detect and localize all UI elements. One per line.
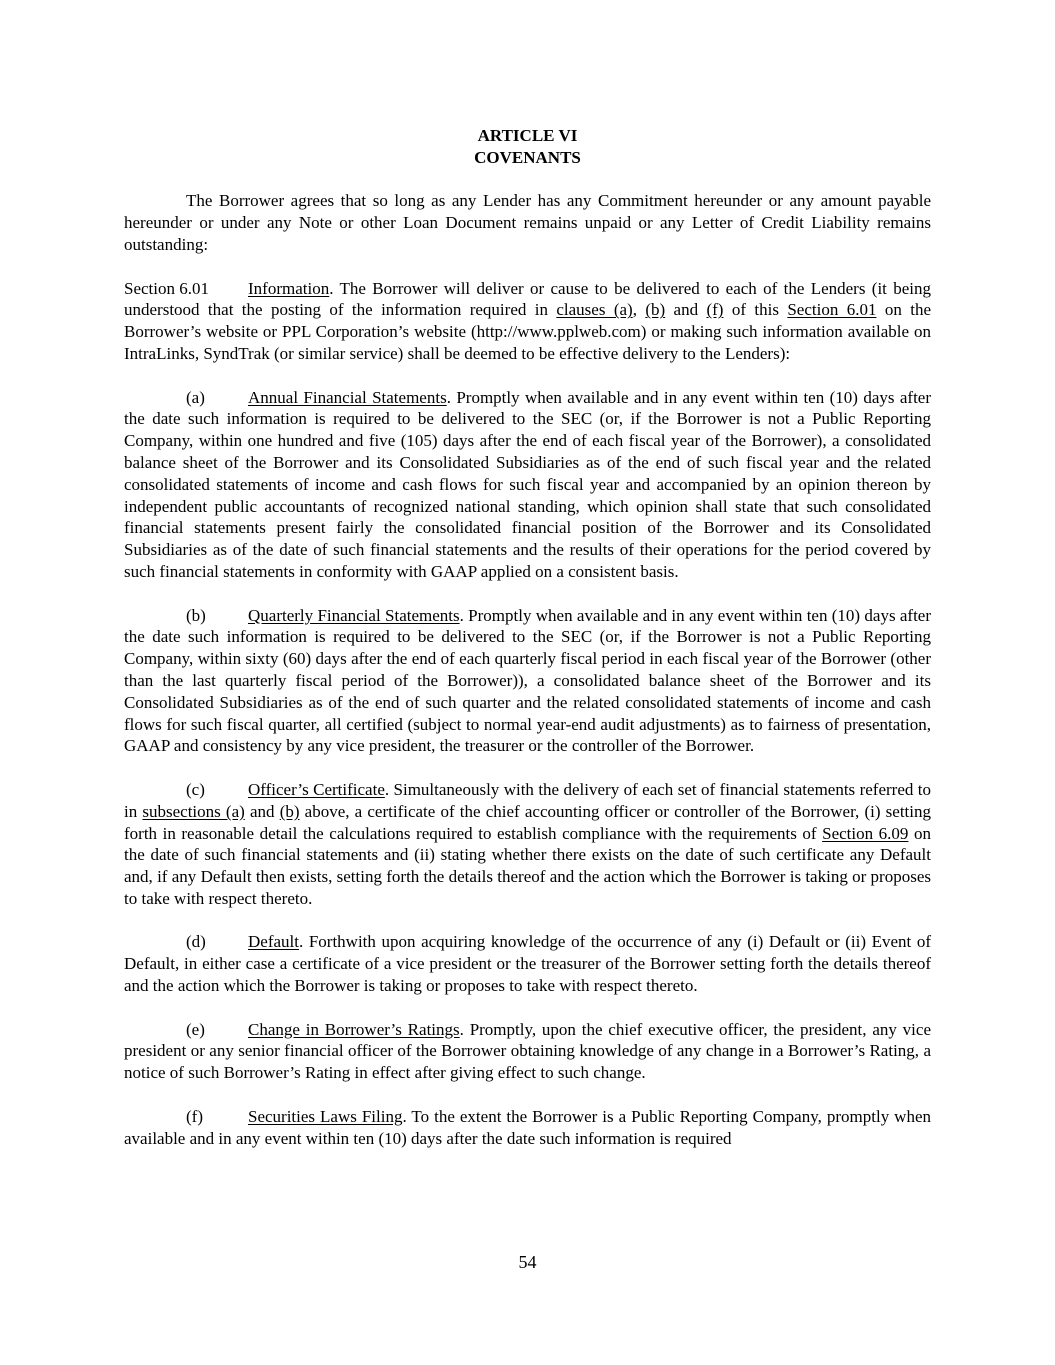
clause-a: (a) Annual Financial Statements. Promptly when available and in any event within ten (10) days after the date such information is required to be delivered to the SEC (or, if the Borrower is not a Public Reporting Company, within one hundred and five (105) days after the end of each fiscal year of the Borrower), a consolidated balance sheet of the Borrower and its Consolidated Subsidiaries as of the end of such fiscal year and the related consolidated statements of income and cash flows for such fiscal year and accompanied by an opinion thereon by independent public accountants of recognized national standing, which opinion shall state that such consolidated financial statements present fairly the consolidated financial position of the Borrower and its Consolidated Subsidiaries as of the date of such financial statements and the results of their operations for the period covered by such financial statements in conformity with GAAP applied on a consistent basis. xyxy=(124,387,932,581)
clause-label: (d) xyxy=(186,932,206,952)
ref-clause-a: clauses (a) xyxy=(556,300,633,320)
ref-subsection-a: subsections (a) xyxy=(142,801,245,821)
clause-label: (f) xyxy=(186,1106,203,1126)
clause-label: (a) xyxy=(186,387,205,407)
document-page xyxy=(124,125,931,1149)
clause-title: Change in Borrower’s Ratings xyxy=(248,1019,460,1039)
ref-subsection-b: (b) xyxy=(279,801,300,821)
clause-title: Quarterly Financial Statements xyxy=(248,605,460,625)
clause-label: (c) xyxy=(186,779,205,799)
clause-title: Officer’s Certificate xyxy=(248,779,385,799)
clause-f: (f) Securities Laws Filing. To the extent the Borrower is a Public Reporting Company, promptly when available and in any event within ten (10) days after the date such information is required xyxy=(124,1106,932,1148)
ref-clause-b: (b) xyxy=(645,300,666,320)
section-6-01: Section 6.01 Information. The Borrower will deliver or cause to be delivered to each of the Lenders (it being understood that the posting of the information required in clauses (a), (b) and (f) of this Section 6.01 on the Borrower’s website or PPL Corporation’s website (http://www.pplweb.com) or making such information available on IntraLinks, SyndTrak (or similar service) shall be deemed to be effective delivery to the Lenders): xyxy=(124,278,931,363)
ref-section-6-01: Section 6.01 xyxy=(787,300,877,320)
article-number: ARTICLE VI xyxy=(477,126,578,145)
ref-clause-f: (f) xyxy=(706,300,724,320)
section-title: Information xyxy=(248,278,330,298)
page-number: 54 xyxy=(518,1252,537,1272)
clause-c: (c) Officer’s Certificate. Simultaneously with the delivery of each set of financial statements referred to in subsections (a) and (b) above, a certificate of the chief accounting officer or controller of the Borrower, (i) setting forth in reasonable detail the calculations required to establish compliance with the requirements of Section 6.09 on the date of such financial statements and (ii) stating whether there exists on the date of such certificate any Default and, if any Default then exists, setting forth the details thereof and the action which the Borrower is taking or proposes to take with respect thereto. xyxy=(124,779,931,908)
clause-title: Securities Laws Filing xyxy=(248,1106,403,1126)
clause-title: Annual Financial Statements xyxy=(248,387,447,407)
clause-label: (e) xyxy=(186,1019,205,1039)
ref-section-6-09: Section 6.09 xyxy=(822,823,909,843)
intro-paragraph: The Borrower agrees that so long as any Lender has any Commitment hereunder or any amount payable hereunder or under any Note or other Loan Document remains unpaid or any Letter of Credit Liability remains outstanding: xyxy=(124,191,931,254)
clause-label: (b) xyxy=(186,605,206,625)
clause-e: (e) Change in Borrower’s Ratings. Promptly, upon the chief executive officer, the president, any vice president or any senior financial officer of the Borrower obtaining knowledge of any change in a Borrower’s Rating, a notice of such Borrower’s Rating in effect after giving effect to such change. xyxy=(124,1019,931,1083)
clause-b: (b) Quarterly Financial Statements. Promptly when available and in any event within ten (10) days after the date such information is required to be delivered to the SEC (or, if the Borrower is not a Public Reporting Company, within sixty (60) days after the end of each quarterly fiscal period in each fiscal year of the Borrower (other than the last quarterly fiscal period of the Borrower)), a consolidated balance sheet of the Borrower and its Consolidated Subsidiaries as of the end of such quarter and the related consolidated statements of income and cash flows for such fiscal quarter, all certified (subject to normal year-end audit adjustments) as to fairness of presentation, GAAP and consistency by any vice president, the treasurer or the controller of the Borrower. xyxy=(124,605,932,756)
article-title: COVENANTS xyxy=(474,147,581,167)
clause-d: (d) Default. Forthwith upon acquiring knowledge of the occurrence of any (i) Default or (ii) Event of Default, in either case a certificate of a vice president or the treasurer of the Borrower setting forth the details thereof and the action which the Borrower is taking or proposes to take with respect thereto. xyxy=(124,932,931,996)
clause-title: Default xyxy=(248,932,299,952)
section-number: Section 6.01 xyxy=(124,278,209,298)
